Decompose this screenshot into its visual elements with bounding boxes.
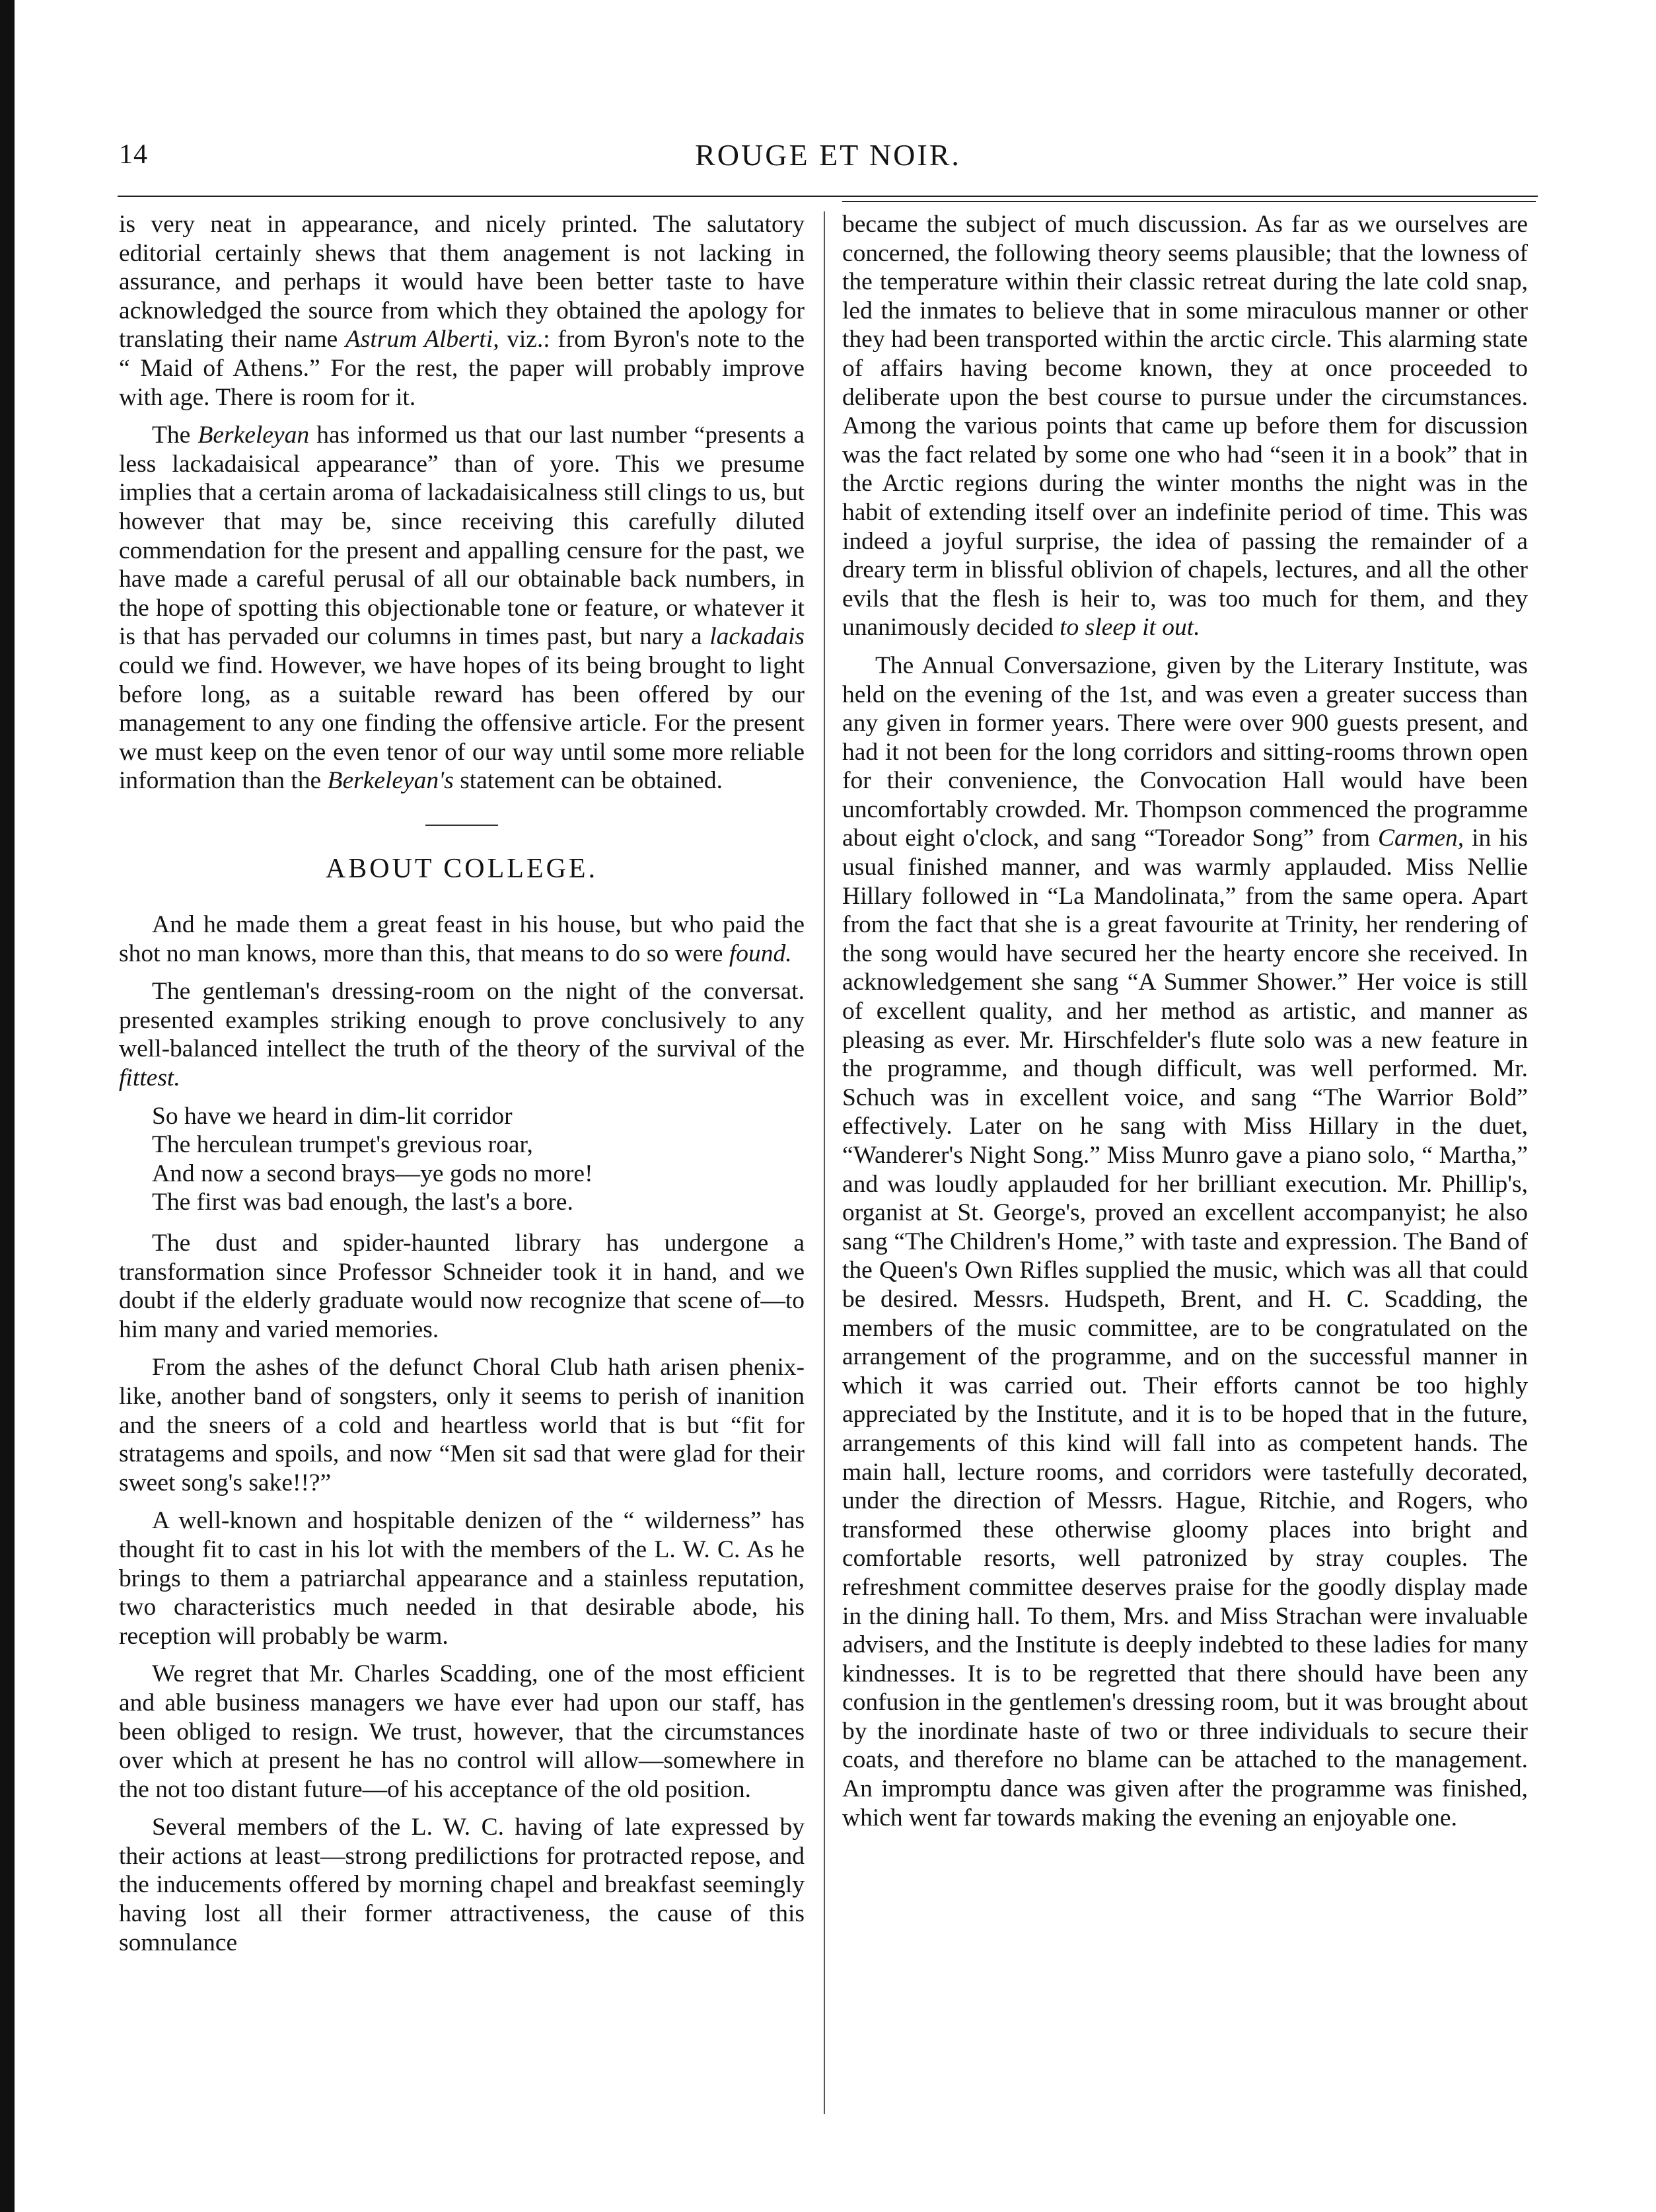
paragraph: A well-known and hospitable denizen of the “ wilderness” has thought fit to cast in his lot with the members of the L. W. C. As he brings to them a patriarchal appearance and a stainless reputation, two characteristics much needed in that desirable abode, his reception will probably be warm.: [119, 1507, 805, 1650]
scan-edge-mark: [4, 866, 9, 883]
header-rule: [118, 196, 1538, 197]
paragraph: Several members of the L. W. C. having of late expressed by their actions at least—strong predilictions for protracted repose, and the inducements offered by morning chapel and breakfast seemingly having lost all their former attractiveness, the cause of this somnulance: [119, 1814, 805, 1956]
left-column: [119, 210, 805, 1966]
page-number: 14: [119, 139, 148, 170]
paragraph: The Annual Conversazione, given by the Literary Institute, was held on the evening of the 1st, and was even a greater success than any given in former years. There were over 900 guests present, and had it not been for the long corridors and sitting-rooms thrown open for their convenience, the Convocation Hall would have been uncomfortably crowded. Mr. Thompson commenced the programme about eight o'clock, and sang “Toreador Song” from Carmen, in his usual finished manner, and was warmly applauded. Miss Nellie Hillary followed in “La Mandolinata,” from the same opera. Apart from the fact that she is a great favourite at Trinity, her rendering of the song would have secured her the hearty encore she received. In acknowledgement she sang “A Summer Shower.” Her voice is still of excellent quality, and her method as artistic, and manner as pleasing as ever. Mr. Hirschfelder's flute solo was a new feature in the programme, and though difficult, was well performed. Mr. Schuch was in excellent voice, and sang “The Warrior Bold” effectively. Later on he sang with Miss Hillary in the duet, “Wanderer's Night Song.” Miss Munro gave a piano solo, “ Martha,” and was loudly applauded for her brilliant execution. Mr. Phillip's, organist at St. George's, proved an excellent accompanyist; he also sang “The Children's Home,” with taste and expression. The Band of the Queen's Own Rifles supplied the music, which was all that could be desired. Messrs. Hudspeth, Brent, and H. C. Scadding, the members of the music committee, are to be congratulated on the arrangement of the programme, and on the successful manner in which it was carried out. Their efforts cannot be too highly appreciated by the Institute, and it is to be hoped that in the future, arrangements of this kind will fall into as competent hands. The main hall, lecture rooms, and corridors were tastefully decorated, under the direction of Messrs. Hague, Ritchie, and Rogers, who transformed these otherwise gloomy places into bright and comfortable resorts, well patronized by stray couples. The refreshment committee deserves praise for the goodly display made in the dining hall. To them, Mrs. and Miss Strachan were invaluable advisers, and the Institute is deeply indebted to these ladies for many kindnesses. It is to be regretted that there should have been any confusion in the gentlemen's dressing room, but it was brought about by the inordinate haste of two or three individuals to secure their coats, and therefore no blame can be attached to the management. An impromptu dance was given after the programme was finished, which went far towards making the evening an enjoyable one.: [842, 651, 1528, 1831]
paragraph: From the ashes of the defunct Choral Club hath arisen phenix-like, another band of songsters, only it seems to perish of inanition and the sneers of a cold and heartless world that is but “fit for stratagems and spoils, and now “Men sit sad that were glad for their sweet song's sake!!?”: [119, 1354, 805, 1496]
section-heading: [119, 825, 805, 884]
verse-line: The herculean trumpet's grevious roar,: [152, 1131, 533, 1159]
section-ornament: [425, 825, 498, 826]
paragraph: The dust and spider-haunted library has undergone a transformation since Professor Schneider took it in hand, and we doubt if the elderly graduate would now recognize that scene of—to him many and varied memories.: [119, 1230, 805, 1343]
paragraph: We regret that Mr. Charles Scadding, one of the most efficient and able business managers we have ever had upon our staff, has been obliged to resign. We trust, however, that the circumstances over which at present he has no control will allow—somewhere in the not too distant future—of his acceptance of the old position.: [119, 1660, 805, 1803]
running-title: ROUGE ET NOIR.: [695, 138, 961, 172]
verse-line: The first was bad enough, the last's a bore.: [152, 1189, 573, 1216]
column-divider: [824, 211, 825, 2114]
right-column: [842, 210, 1528, 1841]
paragraph: The gentleman's dressing-room on the night of the conversat. presented examples striking enough to prove conclusively to any well-balanced intellect the truth of the theory of the survival of the fittest.: [119, 978, 805, 1092]
scan-edge-bar: [0, 0, 15, 2212]
verse-line: And now a second brays—ye gods no more!: [152, 1160, 593, 1187]
paragraph: became the subject of much discussion. As far as we ourselves are concerned, the following theory seems plausible; that the lowness of the temperature within their classic retreat during the late cold snap, led the inmates to believe that in some miraculous manner or other they had been transported within the arctic circle. This alarming state of affairs having become known, they at once proceeded to deliberate upon the best course to pursue under the circumstances. Among the various points that came up before them for discussion was the fact related by some one who had “seen it in a book” that in the Arctic regions during the winter months the night was in the habit of extending itself over an indefinite period of time. This was indeed a joyful surprise, the idea of passing the remainder of a dreary term in blissful oblivion of chapels, lectures, and all the other evils that the flesh is heir to, was too much for them, and they unanimously decided to sleep it out.: [842, 211, 1528, 642]
verse-line: So have we heard in dim-lit corridor: [152, 1102, 513, 1130]
section-title: ABOUT COLLEGE.: [325, 854, 598, 885]
paragraph: The Berkeleyan has informed us that our last number “presents a less lackadaisical appearance” than of yore. This we presume implies that a certain aroma of lackadaisicalness still clings to us, but however that may be, since receiving this carefully diluted commendation for the present and appalling censure for the past, we have made a careful perusal of all our obtainable back numbers, in the hope of spotting this objectionable tone or feature, or whatever it is that has pervaded our columns in times past, but nary a lackadais could we find. However, we have hopes of its being brought to light before long, as a suitable reward has been offered by our management to any one finding the offensive article. For the present we must keep on the even tenor of our way until some more reliable information than the Berkeleyan's statement can be obtained.: [119, 422, 805, 795]
header-rule-right: [842, 201, 1536, 202]
paragraph: And he made them a great feast in his house, but who paid the shot no man knows, more than this, that means to do so were found.: [119, 911, 805, 967]
verse: [152, 1102, 805, 1217]
paragraph: is very neat in appearance, and nicely printed. The salutatory editorial certainly shews that them anagement is not lacking in assurance, and perhaps it would have been better taste to have acknowledged the source from which they obtained the apology for translating their name Astrum Alberti, viz.: from Byron's note to the “ Maid of Athens.” For the rest, the paper will probably improve with age. There is room for it.: [119, 211, 805, 411]
